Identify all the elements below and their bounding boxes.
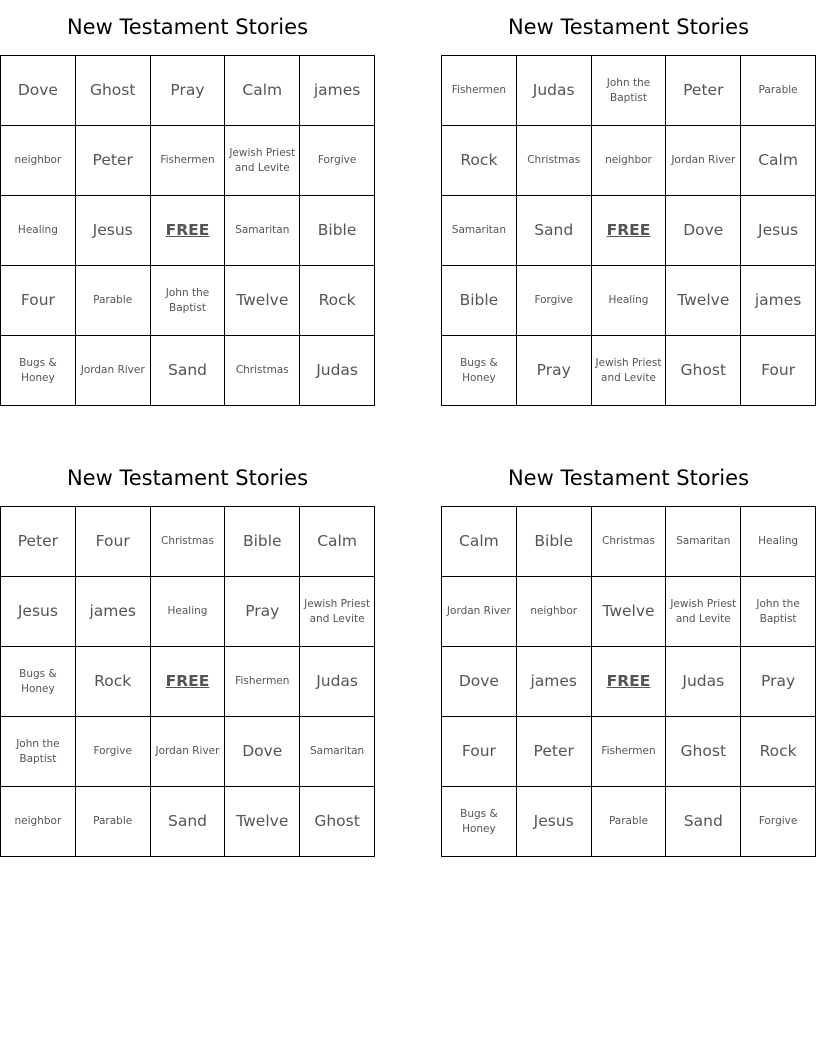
grid-row bbox=[442, 126, 816, 196]
grid-row bbox=[442, 507, 816, 577]
bingo-cell: Fishermen bbox=[442, 56, 517, 126]
bingo-cell: Christmas bbox=[516, 126, 591, 196]
bingo-cell: Jordan River bbox=[150, 717, 225, 787]
bingo-cell: Bugs & Honey bbox=[1, 647, 76, 717]
bingo-cell: Dove bbox=[1, 56, 76, 126]
bingo-cell: Samaritan bbox=[225, 196, 300, 266]
bingo-cell: neighbor bbox=[1, 126, 76, 196]
grid-row bbox=[1, 787, 375, 857]
bingo-cell: Judas bbox=[300, 647, 375, 717]
bingo-card-4 bbox=[441, 451, 816, 857]
bingo-cell: Christmas bbox=[225, 336, 300, 406]
bingo-cell: Dove bbox=[442, 647, 517, 717]
bingo-cell: Pray bbox=[516, 336, 591, 406]
bingo-cell: Calm bbox=[300, 507, 375, 577]
card-title: New Testament Stories bbox=[66, 15, 309, 39]
bingo-cell: Jordan River bbox=[75, 336, 150, 406]
bingo-cell: Peter bbox=[516, 717, 591, 787]
bingo-cell: Dove bbox=[666, 196, 741, 266]
bingo-cell: Ghost bbox=[666, 717, 741, 787]
bingo-cell: Jewish Priest and Levite bbox=[225, 126, 300, 196]
bingo-cell: Calm bbox=[741, 126, 816, 196]
bingo-cell: Bugs & Honey bbox=[1, 336, 76, 406]
grid-row bbox=[442, 196, 816, 266]
bingo-cell: Bugs & Honey bbox=[442, 336, 517, 406]
bingo-cell: Pray bbox=[741, 647, 816, 717]
bingo-cell: Ghost bbox=[666, 336, 741, 406]
bingo-cell: Rock bbox=[741, 717, 816, 787]
grid-row bbox=[1, 717, 375, 787]
bingo-card-2 bbox=[441, 0, 816, 406]
bingo-cell: Healing bbox=[1, 196, 76, 266]
bingo-cell: james bbox=[741, 266, 816, 336]
free-space-cell: FREE bbox=[591, 196, 666, 266]
bingo-cell: james bbox=[300, 56, 375, 126]
grid-row bbox=[1, 266, 375, 336]
grid-row bbox=[1, 56, 375, 126]
bingo-grid bbox=[0, 55, 375, 406]
bingo-cell: Christmas bbox=[150, 507, 225, 577]
grid-row bbox=[442, 56, 816, 126]
bingo-cell: John the Baptist bbox=[741, 577, 816, 647]
card-title: New Testament Stories bbox=[507, 466, 750, 490]
bingo-cell: Sand bbox=[666, 787, 741, 857]
bingo-cell: Bible bbox=[225, 507, 300, 577]
grid-row bbox=[1, 336, 375, 406]
bingo-cell: Parable bbox=[75, 266, 150, 336]
bingo-cell: Jesus bbox=[741, 196, 816, 266]
card-title: New Testament Stories bbox=[66, 466, 309, 490]
bingo-cell: Four bbox=[741, 336, 816, 406]
bingo-cell: Healing bbox=[741, 507, 816, 577]
bingo-cell: Jesus bbox=[75, 196, 150, 266]
bingo-cell: Jordan River bbox=[442, 577, 517, 647]
bingo-cell: Sand bbox=[150, 336, 225, 406]
bingo-cell: Jesus bbox=[1, 577, 76, 647]
bingo-cell: Calm bbox=[225, 56, 300, 126]
bingo-cell: Fishermen bbox=[591, 717, 666, 787]
bingo-cell: neighbor bbox=[591, 126, 666, 196]
bingo-card-3 bbox=[0, 451, 375, 857]
grid-row bbox=[1, 507, 375, 577]
grid-row bbox=[1, 196, 375, 266]
grid-row bbox=[442, 266, 816, 336]
bingo-cell: Peter bbox=[666, 56, 741, 126]
bingo-cell: Pray bbox=[150, 56, 225, 126]
bingo-cell: Judas bbox=[300, 336, 375, 406]
bingo-cell: Samaritan bbox=[442, 196, 517, 266]
bingo-grid bbox=[441, 55, 816, 406]
bingo-cell: Ghost bbox=[300, 787, 375, 857]
bingo-cell: Dove bbox=[225, 717, 300, 787]
free-space-cell: FREE bbox=[591, 647, 666, 717]
bingo-cell: John the Baptist bbox=[150, 266, 225, 336]
bingo-cell: Sand bbox=[150, 787, 225, 857]
bingo-cell: Twelve bbox=[591, 577, 666, 647]
bingo-cell: Christmas bbox=[591, 507, 666, 577]
bingo-cell: james bbox=[516, 647, 591, 717]
bingo-cell: Rock bbox=[442, 126, 517, 196]
bingo-cell: Bible bbox=[300, 196, 375, 266]
grid-row bbox=[1, 577, 375, 647]
bingo-cell: Forgive bbox=[300, 126, 375, 196]
bingo-card-1 bbox=[0, 0, 375, 406]
bingo-cell: Twelve bbox=[666, 266, 741, 336]
bingo-cell: Jordan River bbox=[666, 126, 741, 196]
bingo-cell: John the Baptist bbox=[591, 56, 666, 126]
bingo-grid bbox=[0, 506, 375, 857]
bingo-cell: Samaritan bbox=[666, 507, 741, 577]
bingo-cell: Forgive bbox=[75, 717, 150, 787]
bingo-cell: Bible bbox=[516, 507, 591, 577]
bingo-cell: Healing bbox=[591, 266, 666, 336]
bingo-cell: james bbox=[75, 577, 150, 647]
bingo-cell: Peter bbox=[75, 126, 150, 196]
bingo-cell: Rock bbox=[75, 647, 150, 717]
bingo-cell: Jesus bbox=[516, 787, 591, 857]
bingo-cell: Ghost bbox=[75, 56, 150, 126]
bingo-cell: Parable bbox=[591, 787, 666, 857]
bingo-cell: Peter bbox=[1, 507, 76, 577]
bingo-cell: John the Baptist bbox=[1, 717, 76, 787]
bingo-cell: neighbor bbox=[1, 787, 76, 857]
grid-row bbox=[442, 787, 816, 857]
bingo-cell: Twelve bbox=[225, 787, 300, 857]
bingo-cell: Calm bbox=[442, 507, 517, 577]
card-title: New Testament Stories bbox=[507, 15, 750, 39]
bingo-cell: Healing bbox=[150, 577, 225, 647]
bingo-cell: Twelve bbox=[225, 266, 300, 336]
bingo-cell: Sand bbox=[516, 196, 591, 266]
bingo-cell: Forgive bbox=[516, 266, 591, 336]
bingo-cell: Rock bbox=[300, 266, 375, 336]
bingo-cell: Bible bbox=[442, 266, 517, 336]
bingo-cell: Parable bbox=[741, 56, 816, 126]
bingo-grid bbox=[441, 506, 816, 857]
bingo-cell: Judas bbox=[666, 647, 741, 717]
free-space-cell: FREE bbox=[150, 196, 225, 266]
bingo-cell: Fishermen bbox=[150, 126, 225, 196]
grid-row bbox=[442, 577, 816, 647]
bingo-cell: Pray bbox=[225, 577, 300, 647]
grid-row bbox=[1, 126, 375, 196]
bingo-cell: Four bbox=[1, 266, 76, 336]
bingo-cell: Forgive bbox=[741, 787, 816, 857]
grid-row bbox=[442, 647, 816, 717]
free-space-cell: FREE bbox=[150, 647, 225, 717]
bingo-cell: Jewish Priest and Levite bbox=[591, 336, 666, 406]
bingo-cell: Parable bbox=[75, 787, 150, 857]
bingo-cell: Four bbox=[442, 717, 517, 787]
bingo-cell: Jewish Priest and Levite bbox=[666, 577, 741, 647]
bingo-cell: Judas bbox=[516, 56, 591, 126]
bingo-cell: Four bbox=[75, 507, 150, 577]
grid-row bbox=[1, 647, 375, 717]
bingo-cell: Fishermen bbox=[225, 647, 300, 717]
grid-row bbox=[442, 717, 816, 787]
bingo-cell: neighbor bbox=[516, 577, 591, 647]
grid-row bbox=[442, 336, 816, 406]
bingo-cell: Bugs & Honey bbox=[442, 787, 517, 857]
bingo-cell: Jewish Priest and Levite bbox=[300, 577, 375, 647]
bingo-cell: Samaritan bbox=[300, 717, 375, 787]
